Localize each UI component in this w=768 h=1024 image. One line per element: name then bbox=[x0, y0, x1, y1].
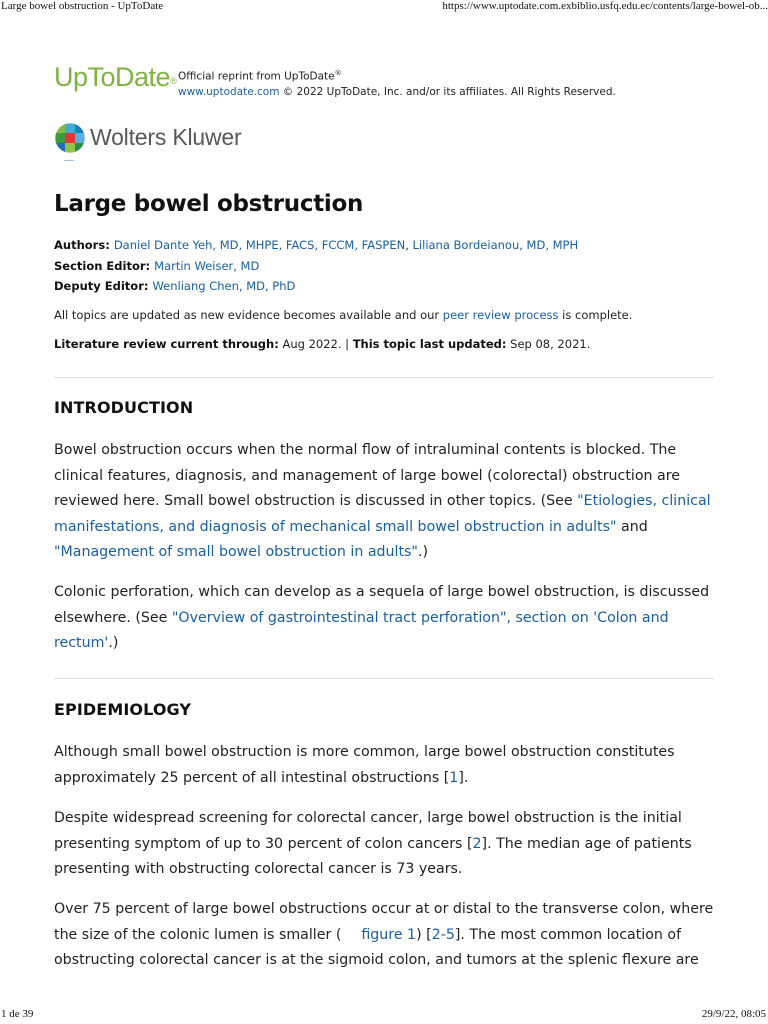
reprint-line: Official reprint from UpToDate bbox=[178, 70, 335, 83]
peer-review-link[interactable]: peer review process bbox=[442, 308, 559, 322]
last-updated-label: This topic last updated bbox=[352, 337, 502, 351]
section-editor-line: Section Editor: Martin Weiser, MD bbox=[54, 259, 260, 273]
author-link-yeh[interactable]: Daniel Dante Yeh, MD, MHPE, FACS, FCCM, FASPEN bbox=[113, 238, 406, 252]
article-title: Large bowel obstruction bbox=[54, 191, 364, 217]
last-updated-value: Sep 08, 2021. bbox=[506, 337, 591, 351]
epi-p3-mid: ) [ bbox=[416, 926, 432, 943]
intro-p1-text: Bowel obstruction occurs when the normal flow of intraluminal contents is blocked. The clinical features, diagnosis, and management of large bowel (colorectal) obstruction are reviewed here. Small bowel obstruction is discussed in other topics. (See bbox=[54, 442, 680, 509]
intro-p2-text: Colonic perforation, which can develop as a sequela of large bowel obstruction, is discussed elsewhere. (See bbox=[54, 584, 710, 626]
deputy-editor-link[interactable]: Wenliang Chen, MD, PhD bbox=[152, 279, 296, 293]
epi-p1-end: ]. bbox=[458, 769, 469, 786]
intro-paragraph-1 bbox=[54, 438, 714, 566]
print-header bbox=[0, 0, 768, 16]
wolters-kluwer-globe-icon bbox=[54, 122, 86, 154]
reprint-notice bbox=[178, 66, 616, 100]
section-divider bbox=[54, 377, 714, 378]
print-timestamp: 29/9/22, 08:05 bbox=[701, 1008, 766, 1020]
page-number: 1 de 39 bbox=[1, 1008, 34, 1020]
section-editor-link[interactable]: Martin Weiser, MD bbox=[154, 259, 260, 273]
update-note-text: All topics are updated as new evidence becomes available and our bbox=[54, 308, 443, 322]
epi-paragraph-1 bbox=[54, 740, 714, 791]
reprint-registered-mark: ® bbox=[334, 69, 342, 77]
deputy-editor-label: Deputy Editor bbox=[54, 279, 144, 293]
wk-underline-divider bbox=[64, 160, 74, 161]
reference-link[interactable]: 2 bbox=[472, 835, 482, 852]
epi-p2-text: Despite widespread screening for colorectal cancer, large bowel obstruction is the initial presenting symptom of up to 30 percent of colon cancers [ bbox=[54, 810, 682, 852]
uptodate-logo[interactable] bbox=[54, 62, 176, 92]
deputy-editor-line: Deputy Editor: Wenliang Chen, MD, PhD bbox=[54, 279, 296, 293]
intro-paragraph-2 bbox=[54, 580, 714, 657]
epi-paragraph-2 bbox=[54, 806, 714, 883]
print-header-url: https://www.uptodate.com.exbiblio.usfq.edu.ec/contents/large-bowel-ob... bbox=[442, 0, 768, 12]
uptodate-site-link[interactable]: www.uptodate.com bbox=[178, 85, 280, 98]
authors-line: Authors: Daniel Dante Yeh, MD, MHPE, FACS, FCCM, FASPEN, Liliana Bordeianou, MD, MPH bbox=[54, 238, 579, 252]
epidemiology-heading: EPIDEMIOLOGY bbox=[54, 700, 192, 719]
lit-review-label: Literature review current through bbox=[54, 337, 275, 351]
intro-p2-end: .) bbox=[108, 635, 119, 651]
intro-p1-and: and bbox=[616, 518, 648, 535]
reference-link[interactable]: 1 bbox=[449, 769, 459, 786]
sbo-management-topic-link[interactable]: "Management of small bowel obstruction in adults" bbox=[54, 544, 418, 560]
epi-paragraph-3 bbox=[54, 897, 714, 974]
epi-p3-text: Over 75 percent of large bowel obstructions occur at or distal to the transverse colon, where the size of the colonic lumen is smaller ( bbox=[54, 901, 714, 943]
authors-label: Authors bbox=[54, 238, 106, 252]
update-note bbox=[54, 308, 632, 322]
epi-p3-end: ]. The most common location of obstructing colorectal cancer is at the sigmoid colon, and tumors at the splenic flexure are bbox=[54, 926, 699, 968]
sbo-diagnosis-topic-link[interactable]: "Etiologies, clinical manifestations, and diagnosis of mechanical small bowel obstruction in adults" bbox=[54, 493, 711, 535]
uptodate-logo-text: UpToDate bbox=[54, 62, 171, 92]
reference-link[interactable]: 2-5 bbox=[431, 926, 455, 943]
epi-p2-end: ]. The median age of patients presenting with obstructing colorectal cancer is 73 years. bbox=[54, 835, 692, 877]
author-link-bordeianou[interactable]: Liliana Bordeianou, MD, MPH bbox=[412, 238, 579, 252]
update-note-end: is complete. bbox=[558, 308, 633, 322]
print-header-title: Large bowel obstruction - UpToDate bbox=[1, 0, 164, 12]
intro-p1-end: .) bbox=[417, 544, 429, 560]
brand-row bbox=[54, 62, 714, 98]
lit-review-value: Aug 2022. | bbox=[278, 337, 353, 351]
section-editor-label: Section Editor bbox=[54, 259, 146, 273]
print-footer bbox=[0, 1008, 768, 1024]
gi-perforation-topic-link[interactable]: "Overview of gastrointestinal tract perforation", section on 'Colon and rectum' bbox=[54, 609, 669, 651]
review-dates: Literature review current through: Aug 2022. | This topic last updated: Sep 08, 2021. bbox=[54, 337, 591, 351]
section-divider bbox=[54, 678, 714, 679]
figure-1-link[interactable]: figure 1 bbox=[361, 926, 417, 943]
wolters-kluwer-logo bbox=[54, 120, 354, 160]
epi-p1-text: Although small bowel obstruction is more common, large bowel obstruction constitutes approximately 25 percent of all intestinal obstructions [ bbox=[54, 744, 675, 786]
wolters-kluwer-name: Wolters Kluwer bbox=[90, 124, 242, 150]
uptodate-logo-mark: ® bbox=[170, 76, 177, 86]
copyright-text: © 2022 UpToDate, Inc. and/or its affiliates. All Rights Reserved. bbox=[279, 85, 616, 98]
introduction-heading: INTRODUCTION bbox=[54, 398, 194, 417]
